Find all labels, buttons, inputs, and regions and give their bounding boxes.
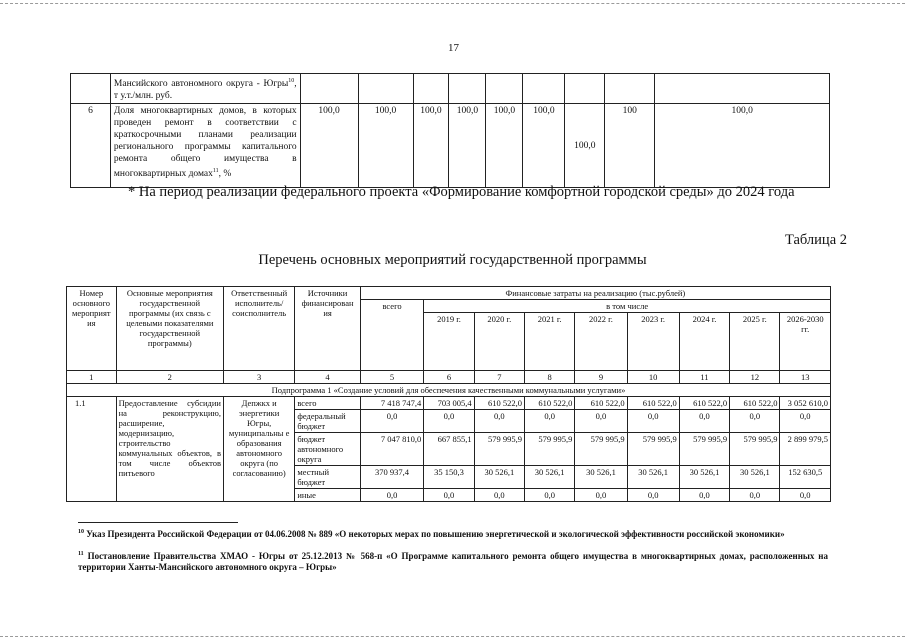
value-cell: 579 995,9	[524, 433, 574, 466]
source-label: всего	[295, 397, 360, 410]
row6-text: Доля многоквартирных домов, в которых проведен ремонт в соответствии с краткосрочными планами реализации регионального программы капитального ремонта общего имущества в многоквартирных домах$^{11}$, %	[110, 104, 300, 188]
header-src: Источники финансирован ия	[295, 287, 360, 371]
header-year: 2021 г.	[524, 313, 574, 371]
value-cell: 610 522,0	[575, 397, 627, 410]
value-cell: 667 855,1	[424, 433, 474, 466]
column-number: 1	[67, 371, 117, 384]
header-year: 2022 г.	[575, 313, 627, 371]
main-activities-table	[66, 286, 831, 502]
footnote: $^{11}$ Постановление Правительства ХМАО - Югры от 25.12.2013 № 568-п «О Программе капитального ремонта общего имущества в многоквартирных домах, расположенных на территории Ханты-Мансийского автономного округа – Югры»	[78, 551, 828, 572]
value-cell: 610 522,0	[524, 397, 574, 410]
value-cell: 100,0	[449, 104, 486, 188]
footnote: $^{10}$ Указ Президента Российской Федерации от 04.06.2008 № 889 «О некоторых мерах по повышению энергетической и экологической эффективности российской экономики»	[78, 529, 785, 539]
source-label: иные	[295, 489, 360, 502]
column-number: 2	[116, 371, 223, 384]
value-cell: 0,0	[360, 489, 424, 502]
table-row	[71, 104, 830, 188]
value-cell: 3 052 610,0	[780, 397, 831, 410]
row-number: 6	[71, 104, 111, 188]
value-cell: 100,0	[565, 104, 605, 188]
row-prev-text: Мансийского автономного округа - Югры$^{10}$, т у.т./млн. руб.	[110, 74, 300, 104]
source-label: федеральный бюджет	[295, 410, 360, 433]
header-year: 2026-2030 гг.	[780, 313, 831, 371]
column-number: 13	[780, 371, 831, 384]
header-year: 2023 г.	[627, 313, 679, 371]
value-cell: 579 995,9	[575, 433, 627, 466]
table-row	[67, 397, 831, 410]
value-cell: 0,0	[360, 410, 424, 433]
header-year: 2024 г.	[679, 313, 729, 371]
value-cell: 0,0	[575, 489, 627, 502]
header-total: всего	[360, 300, 424, 371]
column-number: 6	[424, 371, 474, 384]
value-cell: 30 526,1	[679, 466, 729, 489]
value-cell: 610 522,0	[730, 397, 780, 410]
source-label: местный бюджет	[295, 466, 360, 489]
value-cell: 0,0	[730, 410, 780, 433]
header-resp: Ответственный исполнитель/ соисполнитель	[223, 287, 294, 371]
value-cell: 579 995,9	[679, 433, 729, 466]
header-main: Основные мероприятия государственной программы (их связь с целевыми показателями государственной программы)	[116, 287, 223, 371]
value-cell: 7 418 747,4	[360, 397, 424, 410]
table-label: Таблица 2	[784, 232, 847, 248]
value-cell: 0,0	[524, 489, 574, 502]
column-number: 5	[360, 371, 424, 384]
item-text: Предоставление субсидии на реконструкцию, расширение, модернизацию, строительство коммунальных объектов, в том числе объектов питьевого	[116, 397, 223, 502]
scan-artifact-bottom	[0, 636, 905, 638]
value-cell: 579 995,9	[474, 433, 524, 466]
table-title: Перечень основных мероприятий государственной программы	[258, 252, 647, 268]
value-cell: 703 005,4	[424, 397, 474, 410]
item-number: 1.1	[67, 397, 117, 502]
header-incl: в том числе	[424, 300, 831, 313]
value-cell: 0,0	[424, 489, 474, 502]
value-cell: 7 047 810,0	[360, 433, 424, 466]
value-cell: 30 526,1	[627, 466, 679, 489]
footnote-divider	[78, 522, 238, 523]
value-cell: 30 526,1	[575, 466, 627, 489]
column-number: 7	[474, 371, 524, 384]
value-cell: 0,0	[679, 489, 729, 502]
value-cell: 610 522,0	[679, 397, 729, 410]
value-cell: 0,0	[627, 410, 679, 433]
header-num: Номер основного мероприят ия	[67, 287, 117, 371]
header-year: 2019 г.	[424, 313, 474, 371]
source-label: бюджет автономного округа	[295, 433, 360, 466]
value-cell: 0,0	[524, 410, 574, 433]
federal-project-note: * На период реализации федерального проекта «Формирование комфортной городской среды» до 2024 года	[128, 184, 795, 200]
value-cell: 2 899 979,5	[780, 433, 831, 466]
column-number: 8	[524, 371, 574, 384]
table-row	[71, 74, 830, 104]
column-number: 10	[627, 371, 679, 384]
value-cell: 30 526,1	[524, 466, 574, 489]
value-cell: 30 526,1	[730, 466, 780, 489]
value-cell: 100,0	[358, 104, 413, 188]
value-cell: 100,0	[523, 104, 565, 188]
header-row	[67, 287, 831, 300]
scan-artifact-top	[0, 3, 905, 5]
header-fin: Финансовые затраты на реализацию (тыс.рублей)	[360, 287, 830, 300]
value-cell: 35 150,3	[424, 466, 474, 489]
value-cell: 610 522,0	[627, 397, 679, 410]
indicators-table-continuation	[70, 73, 830, 188]
value-cell: 579 995,9	[730, 433, 780, 466]
subprogram-title: Подпрограмма 1 «Создание условий для обеспечения качественными коммунальными услугами»	[67, 384, 831, 397]
value-cell: 579 995,9	[627, 433, 679, 466]
column-number: 4	[295, 371, 360, 384]
page-number: 17	[448, 42, 459, 54]
value-cell: 0,0	[730, 489, 780, 502]
column-numbers-row	[67, 371, 831, 384]
item-responsible: Депжкх и энергетики Югры, муниципальны е образования автономного округа (по согласованию)	[223, 397, 294, 502]
value-cell: 100	[605, 104, 655, 188]
column-number: 12	[730, 371, 780, 384]
header-year: 2020 г.	[474, 313, 524, 371]
value-cell: 370 937,4	[360, 466, 424, 489]
value-cell: 0,0	[474, 410, 524, 433]
value-cell: 0,0	[679, 410, 729, 433]
column-number: 3	[223, 371, 294, 384]
value-cell: 100,0	[486, 104, 523, 188]
value-cell: 610 522,0	[474, 397, 524, 410]
value-cell: 0,0	[780, 410, 831, 433]
value-cell: 0,0	[474, 489, 524, 502]
value-cell: 100,0	[413, 104, 449, 188]
value-cell: 0,0	[575, 410, 627, 433]
column-number: 9	[575, 371, 627, 384]
value-cell: 0,0	[780, 489, 831, 502]
header-year: 2025 г.	[730, 313, 780, 371]
value-cell: 0,0	[627, 489, 679, 502]
value-cell: 30 526,1	[474, 466, 524, 489]
subprogram-row	[67, 384, 831, 397]
value-cell: 0,0	[424, 410, 474, 433]
value-cell: 152 630,5	[780, 466, 831, 489]
value-cell: 100,0	[655, 104, 830, 188]
value-cell: 100,0	[300, 104, 358, 188]
column-number: 11	[679, 371, 729, 384]
